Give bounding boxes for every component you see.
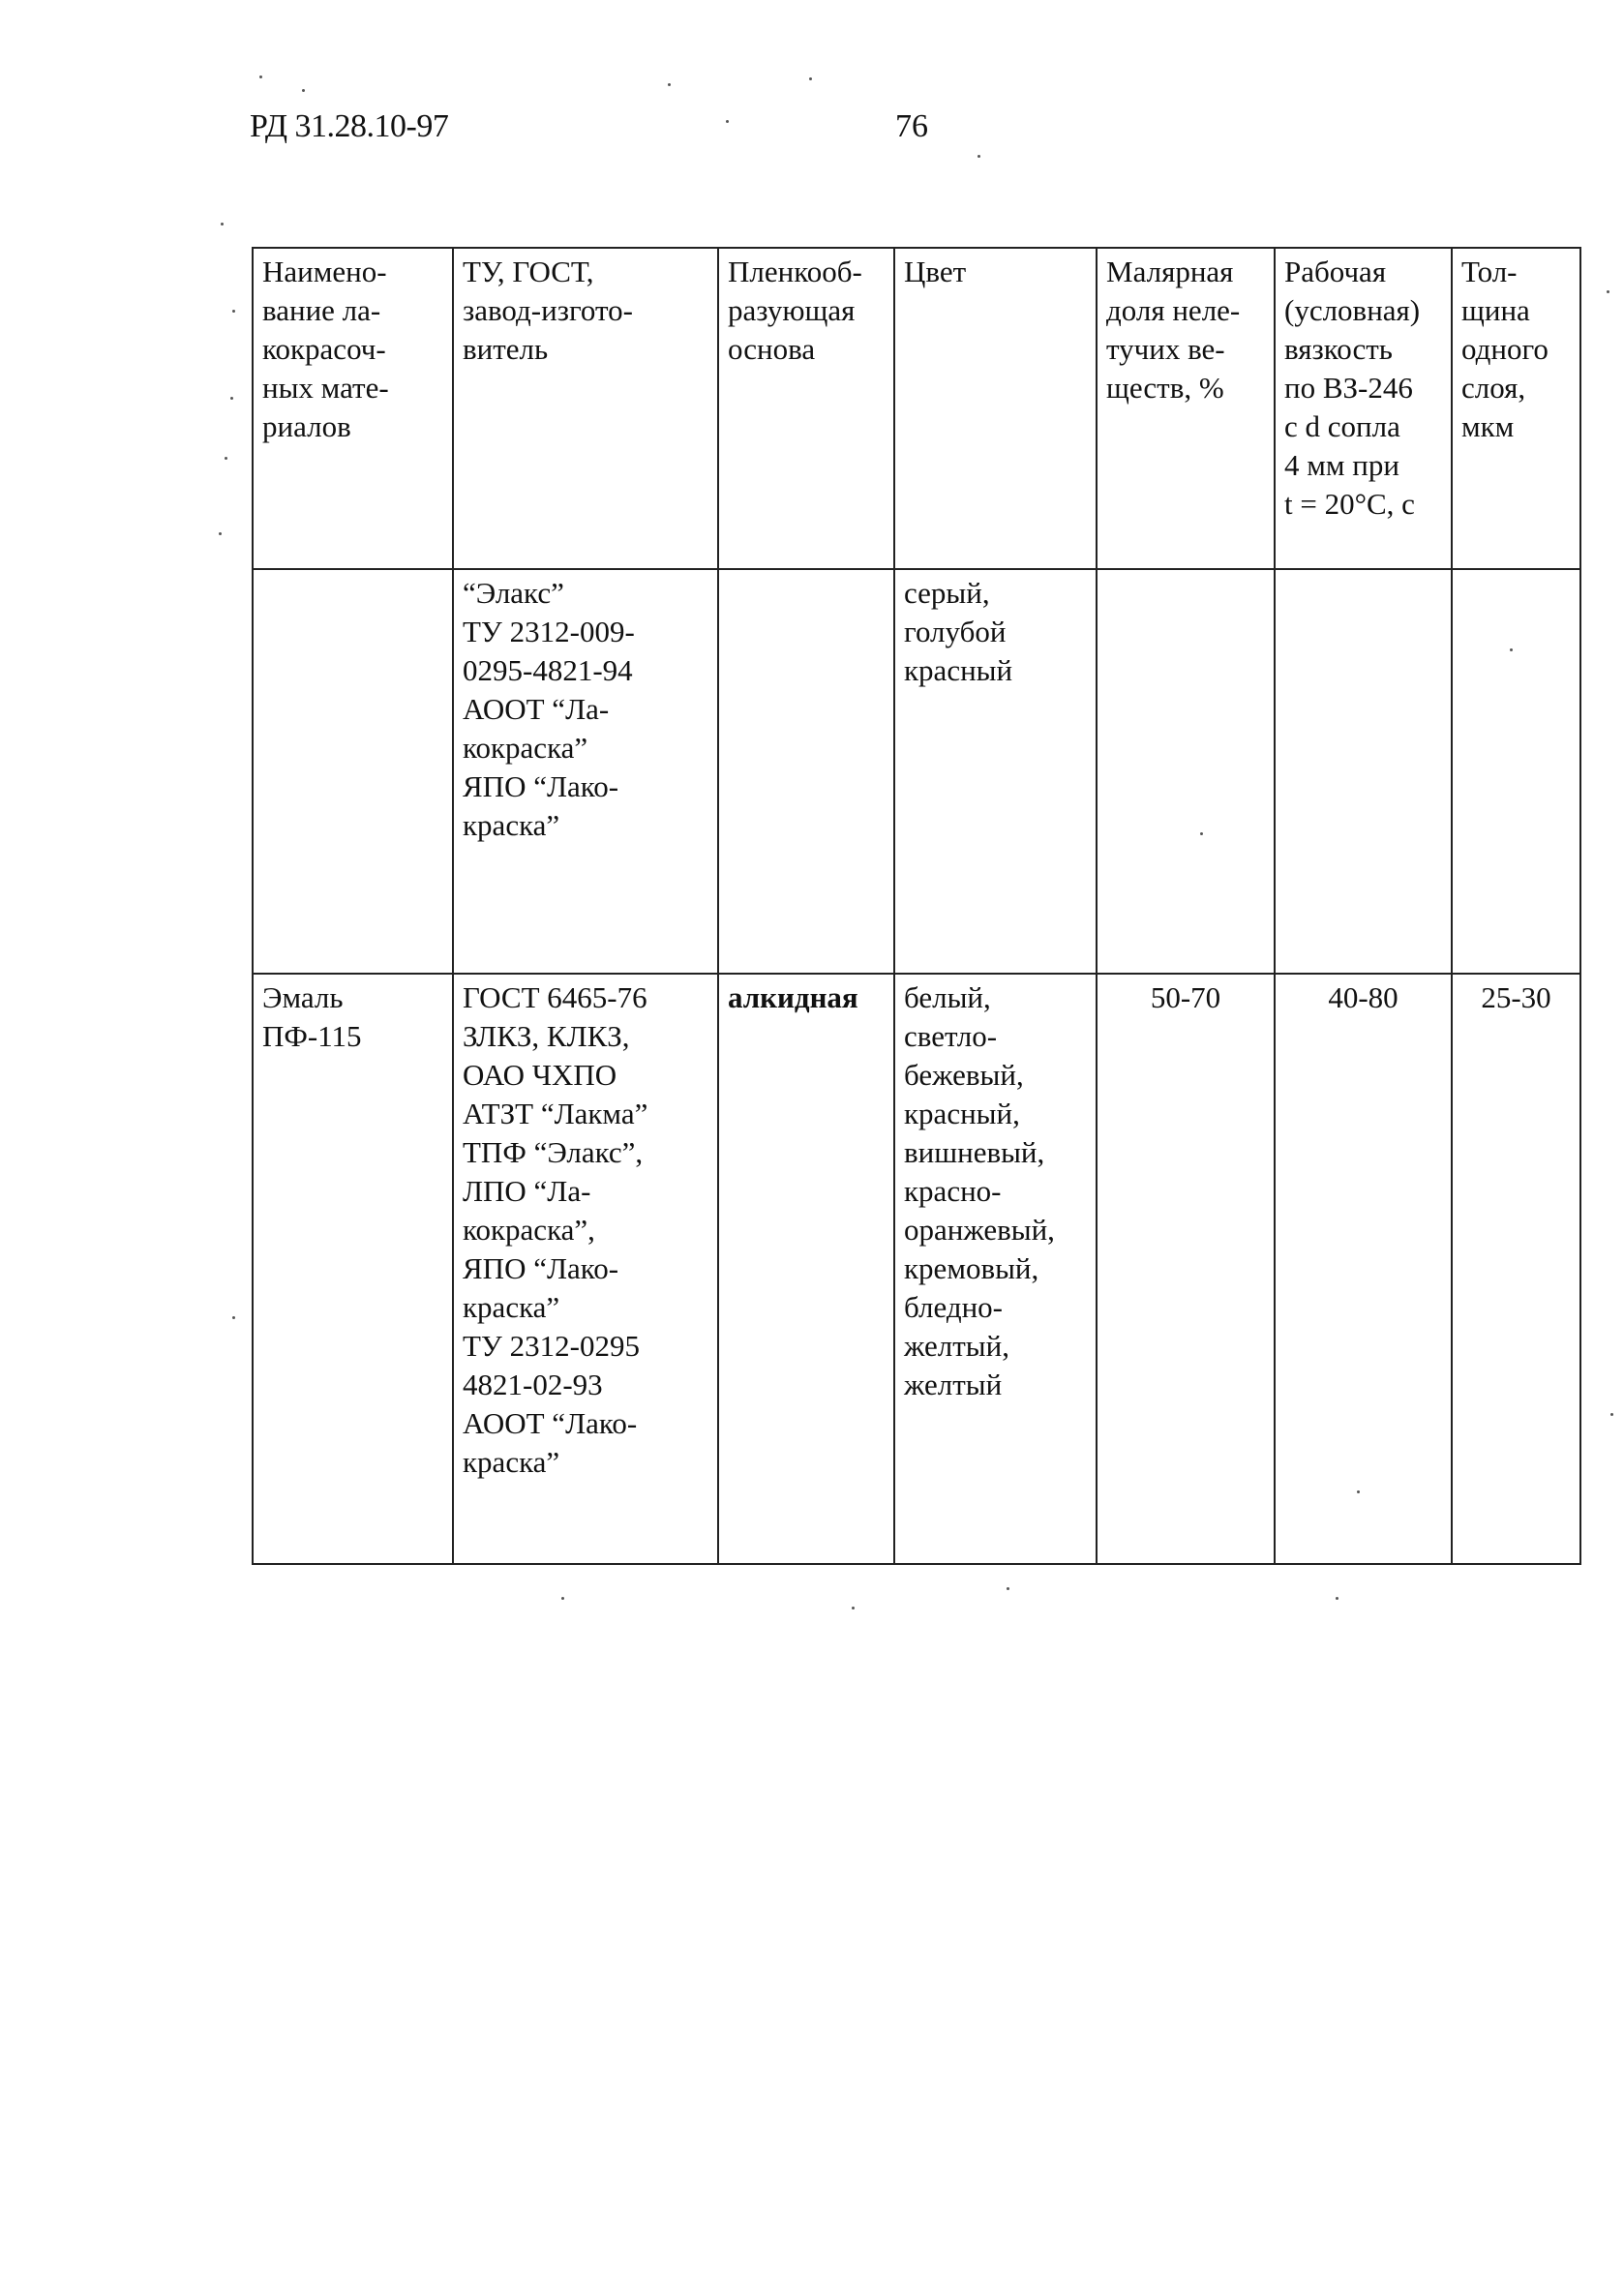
cell-viscosity: 40-80 [1275, 974, 1452, 1564]
cell-color: белый, светло- бежевый, красный, вишневый, красно- оранжевый, кремовый, бледно- желтый, желтый [894, 974, 1097, 1564]
document-code: РД 31.28.10-97 [250, 108, 449, 144]
cell-standard: ГОСТ 6465-76 ЗЛКЗ, КЛКЗ, ОАО ЧХПО АТЗТ “Лакма” ТПФ “Элакс”, ЛПО “Ла- кокраска”, ЯПО “Лако- краска” ТУ 2312-0295 4821-02-93 АООТ “Лако- краска” [453, 974, 718, 1564]
cell-viscosity [1275, 569, 1452, 974]
table-row [253, 974, 1580, 1564]
header-film-base: Пленкооб- разующая основа [718, 248, 894, 569]
cell-material-name: Эмаль ПФ-115 [253, 974, 453, 1564]
cell-standard: “Элакс” ТУ 2312-009- 0295-4821-94 АООТ “Ла- кокраска” ЯПО “Лако- краска” [453, 569, 718, 974]
header-material-name: Наимено- вание ла- кокрасоч- ных мате- риалов [253, 248, 453, 569]
paint-materials-table [252, 247, 1581, 1565]
cell-film-base: алкидная [718, 974, 894, 1564]
cell-color: серый, голубой красный [894, 569, 1097, 974]
cell-solids: 50-70 [1097, 974, 1275, 1564]
header-color: Цвет [894, 248, 1097, 569]
cell-thickness [1452, 569, 1580, 974]
cell-thickness: 25-30 [1452, 974, 1580, 1564]
cell-material-name [253, 569, 453, 974]
header-layer-thickness: Тол- щина одного слоя, мкм [1452, 248, 1580, 569]
cell-solids [1097, 569, 1275, 974]
table-header-row [253, 248, 1580, 569]
cell-film-base [718, 569, 894, 974]
page-number: 76 [895, 108, 928, 144]
header-solids-fraction: Малярная доля неле- тучих ве- ществ, % [1097, 248, 1275, 569]
header-standard-manufacturer: ТУ, ГОСТ, завод-изгото- витель [453, 248, 718, 569]
header-viscosity: Рабочая (условная) вязкость по ВЗ-246 с d сопла 4 мм при t = 20°С, с [1275, 248, 1452, 569]
table-row [253, 569, 1580, 974]
